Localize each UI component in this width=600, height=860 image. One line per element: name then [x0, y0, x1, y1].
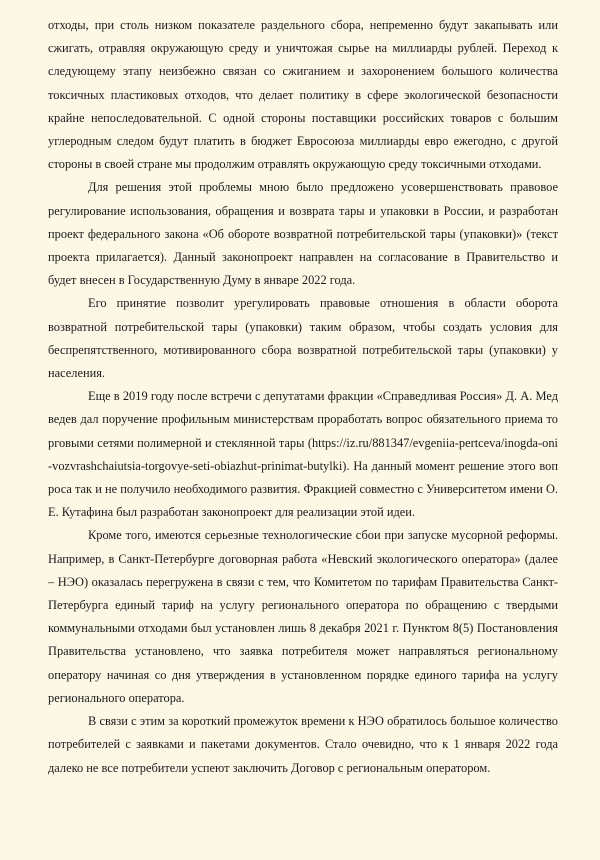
paragraph-4: Еще в 2019 году после встречи с депутатами фракции «Справедливая Россия» Д. А. Медведев дал поручение профильным министерствам проработать вопрос обязательного приема торговыми сетями полимерной и стеклянной тары (https://iz.ru/881347/evgeniia-pertceva/inogda-oni-vozvrashchaiutsia-torgovye-seti-obiazhut-prinimat-butylki). На данный момент решение этого вопроса так и не получило необходимого развития. Фракцией совместно с Университетом имени О.Е. Кутафина был разработан законопроект для реализации этой идеи. — [48, 389, 558, 520]
paragraph-5: Кроме того, имеются серьезные технологические сбои при запуске мусорной реформы. Например, в Санкт-Петербурге договорная работа «Невский экологического оператора» (далее – НЭО) оказалась перегружена в связи с тем, что Комитетом по тарифам Правительства Санкт-Петербурга единый тариф на услугу регионального оператора по обращению с твердыми коммунальными отходами был установлен лишь 8 декабря 2021 г. Пунктом 8(5) Постановления Правительства установлено, что заявка потребителя может направляться региональному оператору начиная со дня утверждения в установленном порядке единого тарифа на услугу регионального оператора. — [48, 528, 558, 705]
paragraph-1: отходы, при столь низком показателе раздельного сбора, непременно будут закапывать или сжигать, отравляя окружающую среду и уничтожая сырье на миллиарды рублей. Переход к следующему этапу неизбежно связан со сжиганием и захоронением большого количества токсичных пластиковых отходов, что делает политику в сфере экологической безопасности крайне непоследовательной. С одной стороны поставщики российских товаров с большим углеродным следом будут платить в бюджет Евросоюза миллиарды евро ежегодно, с другой стороны в своей стране мы продолжим отравлять окружающую среду токсичными отходами. — [48, 18, 558, 172]
paragraph-2: Для решения этой проблемы мною было предложено усовершенствовать правовое регулирование использования, обращения и возврата тары и упаковки в России, и разработан проект федерального закона «Об обороте возвратной потребительской тары (упаковки)» (текст проекта прилагается). Данный законопроект направлен на согласование в Правительство и будет внесен в Государственную Думу в январе 2022 года. — [48, 180, 558, 288]
paragraph-3: Его принятие позволит урегулировать правовые отношения в области оборота возвратной потребительской тары (упаковки) таким образом, чтобы создать условия для беспрепятственного, мотивированного сбора возвратной потребительской тары (упаковки) у населения. — [48, 296, 558, 381]
paragraph-6: В связи с этим за короткий промежуток времени к НЭО обратилось большое количество потребителей с заявками и пакетами документов. Стало очевидно, что к 1 января 2022 года далеко не все потребители успеют заключить Договор с региональным оператором. — [48, 714, 558, 775]
